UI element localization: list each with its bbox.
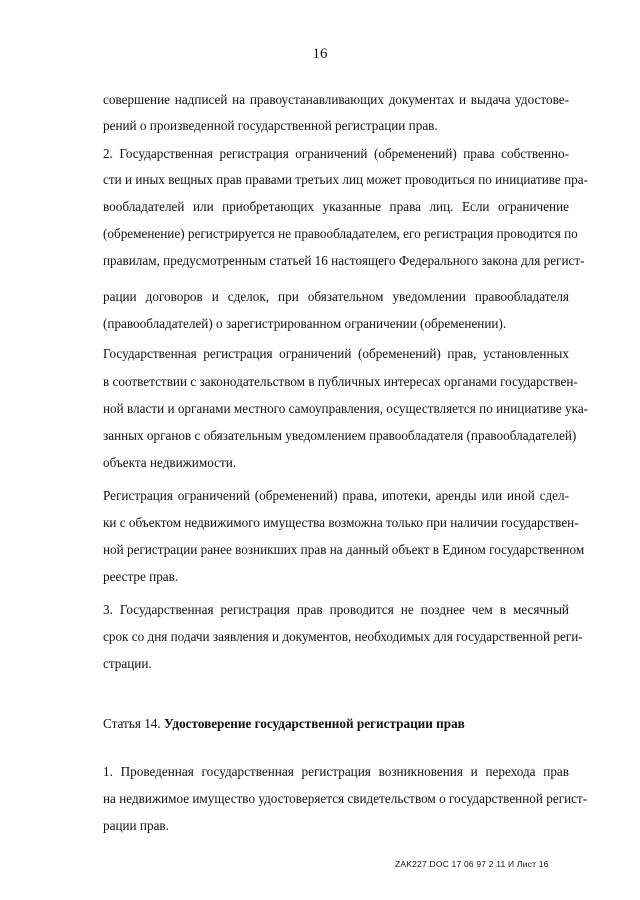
text-line: рений о произведенной государственной регистрации прав. — [103, 118, 438, 133]
text-line: ки с объектом недвижимого имущества возможна только при наличии государствен- — [103, 515, 579, 530]
text-line: (обременение) регистрируется не правообладателем, его регистрация проводится по — [103, 226, 578, 241]
article-heading — [103, 716, 465, 732]
page-number: 16 — [312, 46, 328, 62]
text-line: ной власти и органами местного самоуправления, осуществляется по инициативе ука- — [103, 401, 589, 416]
text-line: сти и иных вещных прав правами третьих лиц может проводиться по инициативе пра- — [103, 172, 588, 187]
text-line: на недвижимое имущество удостоверяется свидетельством о государственной регист- — [103, 791, 588, 806]
text-line: страции. — [103, 656, 152, 671]
text-line: ной регистрации ранее возникших прав на данный объект в Едином государственном — [103, 542, 585, 557]
document-footer: ZAK227.DOC 17 06 97 2 11 И Лист 16 — [395, 859, 549, 869]
text-line: объекта недвижимости. — [103, 455, 237, 470]
text-line: занных органов с обязательным уведомлением правообладателя (правообладателей) — [103, 428, 577, 443]
text-line: рации договоров и сделок, при обязательном уведомлении правообладателя — [103, 289, 569, 304]
text-line: совершение надписей на правоустанавливающих документах и выдача удостове- — [103, 92, 569, 107]
text-line: 1. Проведенная государственная регистрация возникновения и перехода прав — [103, 764, 569, 779]
text-line: рации прав. — [103, 818, 169, 833]
text-line: Государственная регистрация ограничений (обременений) прав, установленных — [103, 346, 569, 361]
text-line: Регистрация ограничений (обременений) права, ипотеки, аренды или иной сдел- — [103, 488, 569, 503]
text-line: срок со дня подачи заявления и документов, необходимых для государственной реги- — [103, 629, 583, 644]
text-line: вообладателей или приобретающих указанные права лиц. Если ограничение — [103, 199, 569, 214]
text-line: правилам, предусмотренным статьей 16 настоящего Федерального закона для регист- — [103, 253, 585, 268]
text-line: 2. Государственная регистрация ограничений (обременений) права собственно- — [103, 146, 569, 161]
text-line: (правообладателей) о зарегистрированном ограничении (обременении). — [103, 316, 507, 331]
text-line: в соответствии с законодательством в публичных интересах органами государствен- — [103, 374, 578, 389]
article-number: Статья 14. — [103, 716, 161, 731]
text-line: 3. Государственная регистрация прав проводится не позднее чем в месячный — [103, 602, 569, 617]
text-line: реестре прав. — [103, 569, 179, 584]
article-title: Удостоверение государственной регистрации прав — [163, 716, 465, 731]
